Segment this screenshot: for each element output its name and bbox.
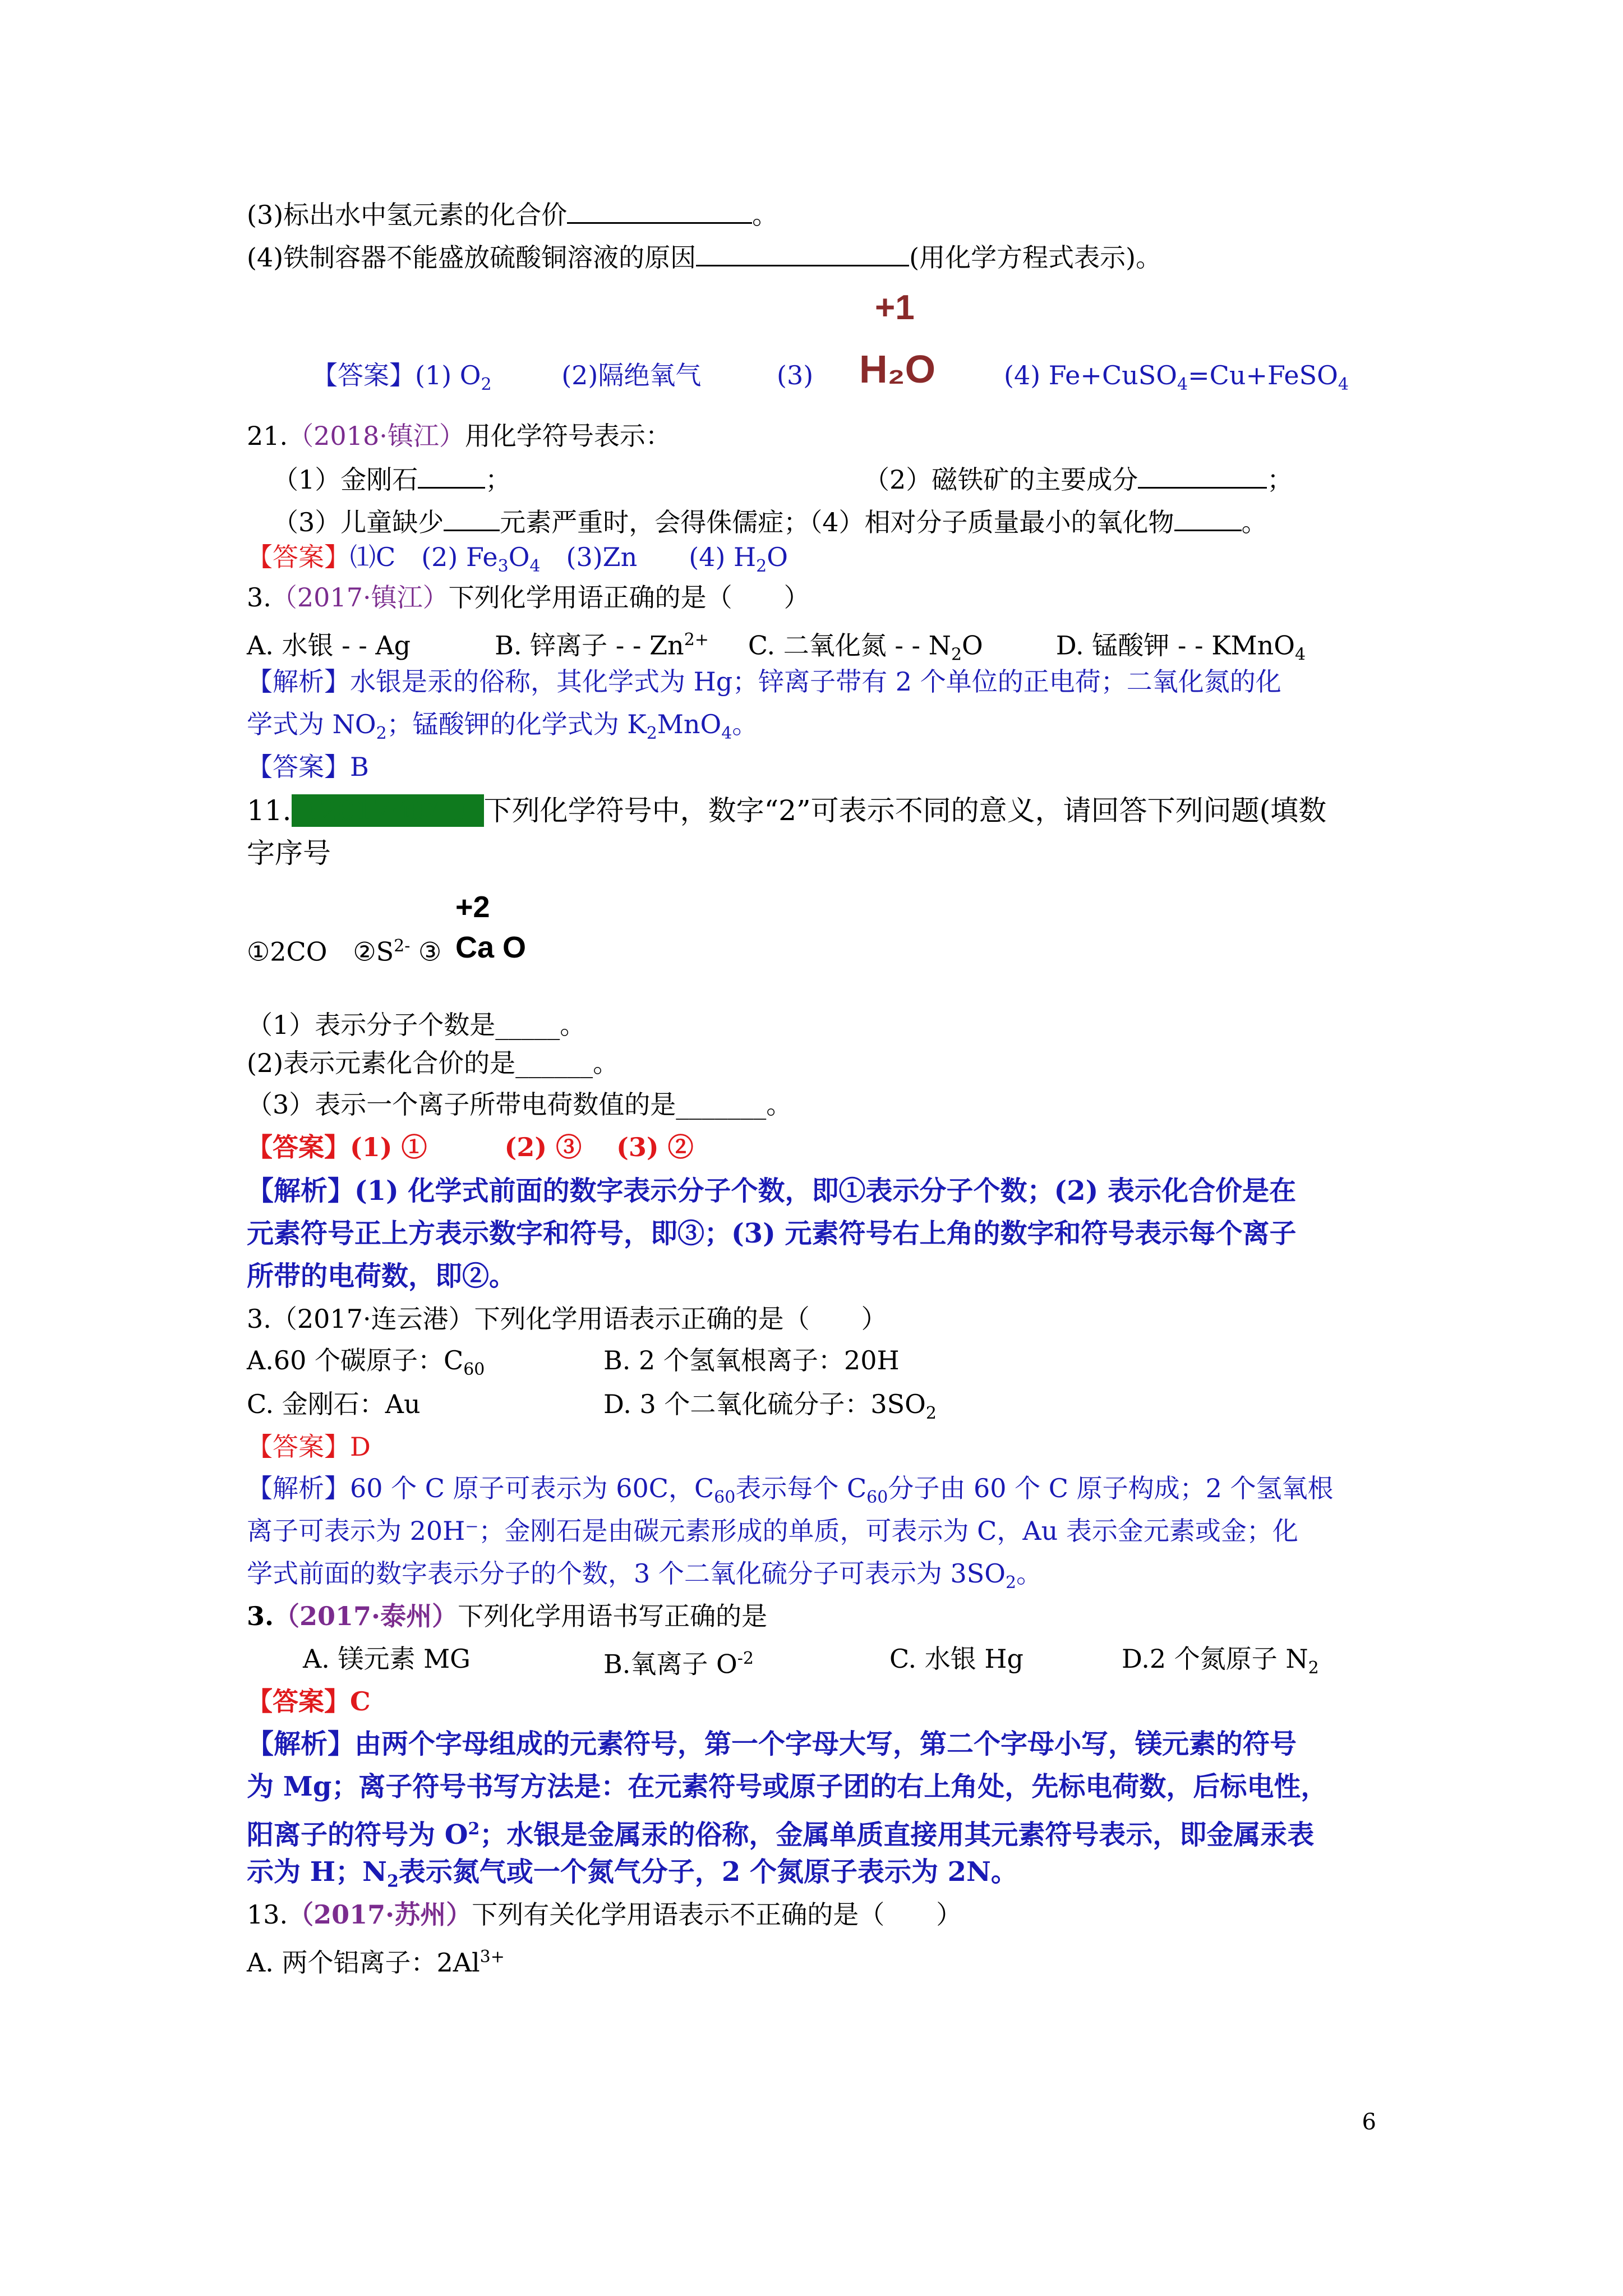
text: （3）表示一个离子所带电荷数值的是_______。 [247,1089,792,1120]
option-c: C. 水银 Hg [889,1644,1023,1674]
text: 。 [1241,507,1267,537]
q3-analysis-line-2 [247,708,758,750]
text: (3)标出水中氢元素的化合价 [247,200,568,230]
subscript: 3 [497,556,509,577]
subscript: 60 [463,1360,485,1380]
q3-answer [247,751,369,783]
text: (4) Fe+CuSO [1004,360,1177,390]
text: ； [1267,464,1293,495]
text: （1）金刚石 [273,464,418,495]
option-a: A.60 个碳原子：C [247,1345,464,1375]
text: 表示每个 C [735,1473,867,1503]
q3-lyg-option-c [247,1388,421,1420]
option-d: D. 锰酸钾 - - KMnO [1055,630,1295,661]
text: （2）磁铁矿的主要成分 [864,464,1138,495]
q3-lyg-options-row-1 [247,1344,485,1386]
text: 所带的电荷数，即②。 [247,1260,517,1292]
superscript: 2- [394,936,411,956]
source-tag: （2017·泰州） [274,1601,458,1631]
source-tag: （2017·苏州） [288,1899,472,1930]
subscript: 2 [646,724,657,744]
option-d: D. 3 个二氧化硫分子：3SO [603,1389,926,1419]
text: H₂O [859,347,936,391]
question-number: 3. [247,1601,274,1631]
subscript: 2 [481,375,492,395]
superscript: 2 [468,1819,480,1839]
text: 3.（2017·连云港）下列化学用语表示正确的是（ ） [247,1304,887,1334]
text: O [508,542,530,572]
q21-line-1-right [864,462,1293,496]
option-b: B.氧离子 O [603,1649,737,1680]
text: (2)表示元素化合价的是______。 [247,1048,619,1078]
question-number: 11. [247,794,292,827]
subscript: 2 [925,1404,937,1424]
text: O [767,542,788,572]
text: 学式为 NO [247,709,376,739]
q3-lyg-analysis-line-3 [247,1557,1042,1599]
subscript: 4 [1338,375,1349,395]
text: 下列化学用语书写正确的是 [458,1601,768,1631]
question-3-zhenjiang-header [247,581,810,614]
q3-tz-option-c [889,1642,1023,1675]
blank-underline [567,197,752,224]
q11-analysis-line-3 [247,1260,516,1292]
text: 【答案】(1) ① (2) ③ (3) ② [247,1132,694,1162]
q3-tz-option-a [303,1642,471,1675]
text: 元素符号正上方表示数字和符号，即③；(3) 元素符号右上角的数字和符号表示每个离子 [247,1218,1297,1249]
text: 下列化学用语正确的是（ ） [448,582,810,613]
q11-sub-2 [247,1047,619,1079]
subscript: 60 [866,1488,888,1508]
q3-tz-analysis-line-2 [247,1770,1327,1803]
text: =Cu+FeSO [1188,360,1338,390]
question-number: 21. [247,421,288,451]
text: （1）表示分子个数是_____。 [247,1010,586,1040]
q3-lyg-option-b [603,1344,900,1377]
answer-tag: 【答案】 [247,542,350,572]
question-3-taizhou-header [247,1600,767,1632]
text: ⑴C (2) Fe [350,542,498,572]
option-c: C. 金刚石：Au [247,1389,421,1419]
subscript: 60 [714,1488,736,1508]
superscript: -2 [737,1649,754,1668]
text: 【答案】B [247,752,369,782]
blank-underline [418,462,485,489]
q21-line-1 [273,462,511,496]
text: 。 [1016,1558,1043,1589]
q3-tz-analysis-line-1 [247,1728,1297,1760]
text: 【解析】由两个字母组成的元素符号，第一个字母大写，第二个字母小写，镁元素的符号 [247,1728,1297,1760]
text: 示为 H；N [247,1856,387,1888]
text: ①2CO ②S [247,936,394,967]
text: ；锰酸钾的化学式为 K [386,709,647,739]
text: ；水银是金属汞的俗称，金属单质直接用其元素符号表示，即金属汞表 [479,1819,1315,1851]
option-c: C. 二氧化氮 - - N [748,630,951,661]
blank-underline [696,240,909,266]
text: ③ [410,936,442,967]
option-d: D.2 个氮原子 N [1122,1644,1308,1674]
question-11-header [247,793,1326,828]
text: MnO [657,709,722,739]
q11-analysis-line-2 [247,1217,1297,1250]
text: 【解析】水银是汞的俗称，其化学式为 Hg；锌离子带有 2 个单位的正电荷；二氧化氮的化 [247,666,1281,697]
text: +2 [455,890,490,924]
source-tag-highlighted: （2017·镇江） [291,794,484,827]
text: (4)铁制容器不能盛放硫酸铜溶液的原因 [247,242,697,273]
cao-formula [455,931,526,964]
q3-tz-answer [247,1685,371,1718]
option-b: B. 锌离子 - - Zn [495,630,684,661]
blank-underline [444,505,500,531]
q21-line-2 [273,505,1267,539]
question-21-header [247,420,671,452]
text: 【答案】(1) O [312,360,481,390]
text: (3) [777,360,814,390]
text: 学式前面的数字表示分子的个数，3 个二氧化硫分子可表示为 3SO [247,1558,1006,1589]
valence-plus-one [875,288,915,327]
answer-line-1-equation [1004,359,1349,401]
text: (2)隔绝氧气 [561,360,702,390]
question-3-lianyungang-header [247,1303,887,1335]
subscript: 2 [1308,1658,1319,1678]
blank-underline [1174,505,1242,531]
text: 【解析】60 个 C 原子可表示为 60C，C [247,1473,714,1503]
text: O [962,630,983,661]
source-tag: （2017·镇江） [271,582,449,613]
q3-analysis-line-1 [247,665,1281,698]
q3-options-row [247,624,1306,671]
subscript: 4 [529,556,541,577]
text: 离子可表示为 20H⁻；金刚石是由碳元素形成的单质，可表示为 C，Au 表示金元素或金；化 [247,1516,1298,1546]
text: 元素严重时，会得侏儒症；（4）相对分子质量最小的氧化物 [500,507,1174,537]
q11-analysis-line-1 [247,1175,1296,1207]
answer-line-1 [312,359,813,401]
superscript: 3+ [479,1947,505,1967]
question-13-header [247,1898,962,1931]
blank-underline [1138,462,1267,489]
q11-answer [247,1131,694,1163]
text: 下列有关化学用语表示不正确的是（ ） [472,1899,962,1930]
h2o-formula [859,347,935,392]
text: 字序号 [247,837,331,869]
text: (3)Zn (4) H [540,542,757,572]
subscript: 2 [951,645,962,665]
line-q3-hydrogen-valence [247,197,778,231]
option-a: A. 两个铝离子：2Al [247,1947,480,1978]
subscript: 2 [386,1871,399,1892]
text: 用化学符号表示： [464,421,671,451]
q3-tz-option-d [1122,1642,1319,1685]
line-q4-iron-container [247,240,1161,274]
subscript: 2 [756,556,767,577]
option-b: B. 2 个氢氧根离子：20H [603,1345,900,1375]
text: 【答案】D [247,1432,371,1462]
q21-answer [247,541,788,583]
text: 表示氮气或一个氮气分子，2 个氮原子表示为 2N。 [398,1856,1018,1888]
q11-sub-3 [247,1088,792,1121]
text: （3）儿童缺少 [273,507,444,537]
text: +1 [875,288,915,327]
source-tag: （2018·镇江） [288,421,465,451]
subscript: 2 [1006,1573,1017,1593]
superscript: 2+ [684,630,709,650]
text: 【答案】C [247,1686,371,1717]
question-number: 13. [247,1899,288,1930]
option-a: A. 镁元素 MG [303,1644,471,1674]
q3-lyg-answer [247,1430,371,1463]
q3-tz-option-b [603,1642,754,1680]
text: 【解析】(1) 化学式前面的数字表示分子个数，即①表示分子个数；(2) 表示化合价是在 [247,1175,1297,1207]
page-number: 6 [1362,2109,1376,2135]
subscript: 4 [1177,375,1188,395]
q3-tz-analysis-line-3 [247,1813,1314,1851]
q3-lyg-option-d [603,1388,937,1430]
subscript: 2 [376,724,387,744]
valence-plus-two [455,891,490,923]
subscript: 4 [721,724,732,744]
text: 。 [752,200,778,230]
text: 分子由 60 个 C 原子构成；2 个氢氧根 [888,1473,1334,1503]
q13-option-a [247,1941,505,1978]
question-number: 3. [247,582,271,613]
text: 下列化学符号中，数字“2”可表示不同的意义，请回答下列问题(填数 [483,794,1327,827]
q3-tz-analysis-line-4 [247,1856,1018,1898]
text: Ca O [455,931,527,964]
text: ； [485,464,511,495]
subscript: 4 [1295,645,1306,665]
text: 。 [732,709,758,739]
text: 阳离子的符号为 O [247,1819,468,1851]
question-11-line-2 [247,836,331,871]
q3-lyg-analysis-line-2 [247,1515,1298,1547]
q11-sub-1 [247,1009,585,1041]
option-a: A. 水银 - - Ag [247,630,411,661]
text: 为 Mg；离子符号书写方法是：在元素符号或原子团的右上角处，先标电荷数，后标电性， [247,1771,1328,1802]
text: (用化学方程式表示)。 [909,242,1162,273]
q3-lyg-analysis-line-1 [247,1472,1333,1514]
q11-symbols-row [247,930,441,968]
